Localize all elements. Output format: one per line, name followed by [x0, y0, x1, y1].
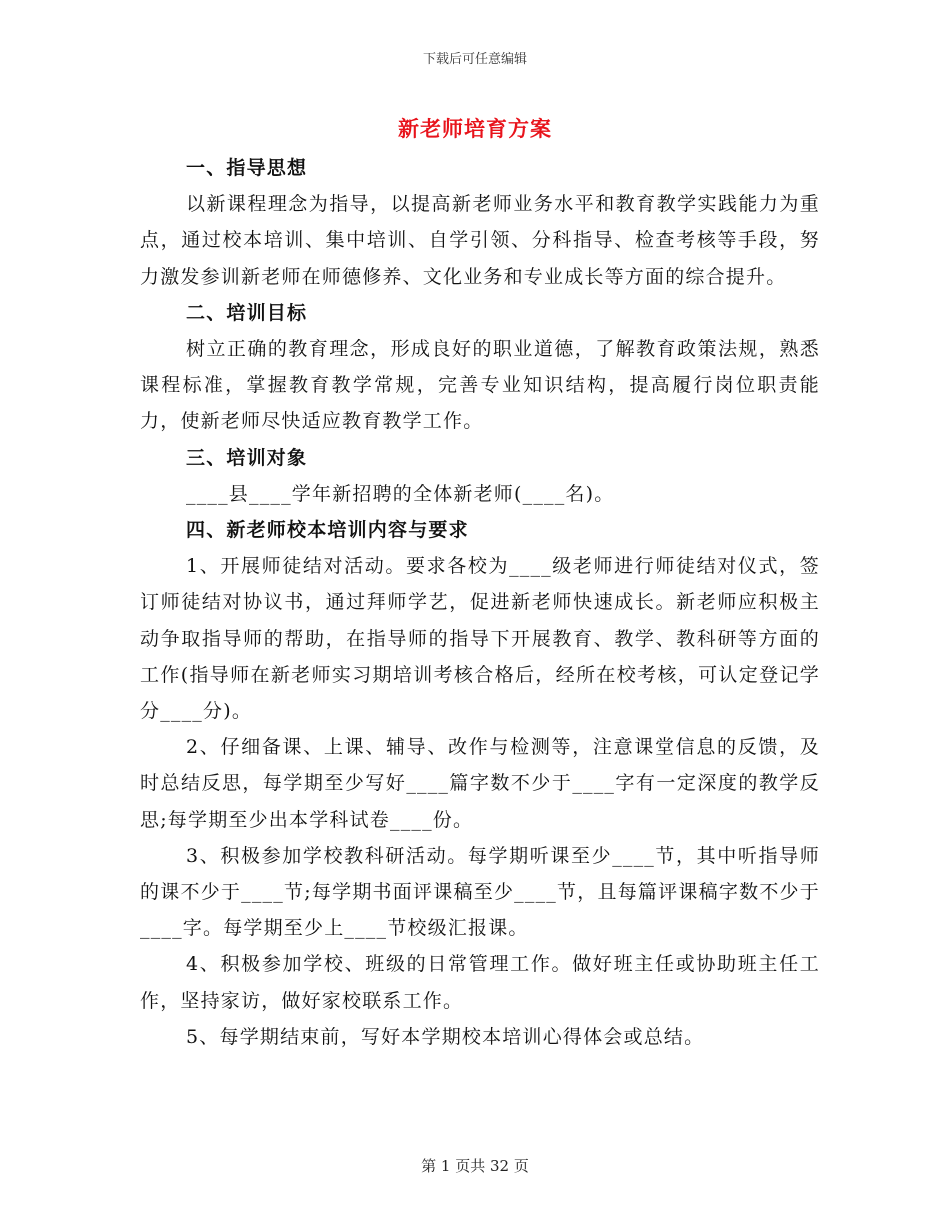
section-paragraph-item-4: 4、积极参加学校、班级的日常管理工作。做好班主任或协助班主任工作，坚持家访，做好家校联系工作。 [140, 953, 820, 1012]
document-body [140, 150, 820, 1055]
section-heading-training-targets: 三、培训对象 [186, 446, 308, 469]
section-paragraph: 树立正确的教育理念，形成良好的职业道德，了解教育政策法规，熟悉课程标准，掌握教育教学常规，完善专业知识结构，提高履行岗位职责能力，使新老师尽快适应教育教学工作。 [140, 338, 820, 433]
section-paragraph-item-3: 3、积极参加学校教科研活动。每学期听课至少____节，其中听指导师的课不少于____节;每学期书面评课稿至少____节，且每篇评课稿字数不少于____字。每学期至少上____节校级汇报课。 [140, 844, 820, 940]
section-paragraph-item-1: 1、开展师徒结对活动。要求各校为____级老师进行师徒结对仪式，签订师徒结对协议书，通过拜师学艺，促进新老师快速成长。新老师应积极主动争取指导师的帮助，在指导师的指导下开展教育、教学、教科研等方面的工作(指导师在新老师实习期培训考核合格后，经所在校考核，可认定登记学分____分)。 [140, 555, 820, 723]
page-header-note: 下载后可任意编辑 [422, 52, 527, 67]
document-title: 新老师培育方案 [398, 116, 552, 141]
section-paragraph-item-2: 2、仔细备课、上课、辅导、改作与检测等，注意课堂信息的反馈，及时总结反思，每学期至少写好____篇字数不少于____字有一定深度的教学反思;每学期至少出本学科试卷____份。 [140, 736, 820, 831]
section-paragraph: ____县____学年新招聘的全体新老师(____名)。 [186, 482, 615, 505]
section-heading-training-goals: 二、培训目标 [186, 301, 308, 324]
section-paragraph-item-5: 5、每学期结束前，写好本学期校本培训心得体会或总结。 [186, 1025, 705, 1048]
section-heading-guiding-ideology: 一、指导思想 [186, 157, 308, 179]
page-number: 第 1 页共 32 页 [421, 1157, 529, 1175]
section-paragraph: 以新课程理念为指导，以提高新老师业务水平和教育教学实践能力为重点，通过校本培训、集中培训、自学引领、分科指导、检查考核等手段，努力激发参训新老师在师德修养、文化业务和专业成长等方面的综合提升。 [140, 193, 820, 288]
section-heading-training-content: 四、新老师校本培训内容与要求 [186, 519, 469, 542]
